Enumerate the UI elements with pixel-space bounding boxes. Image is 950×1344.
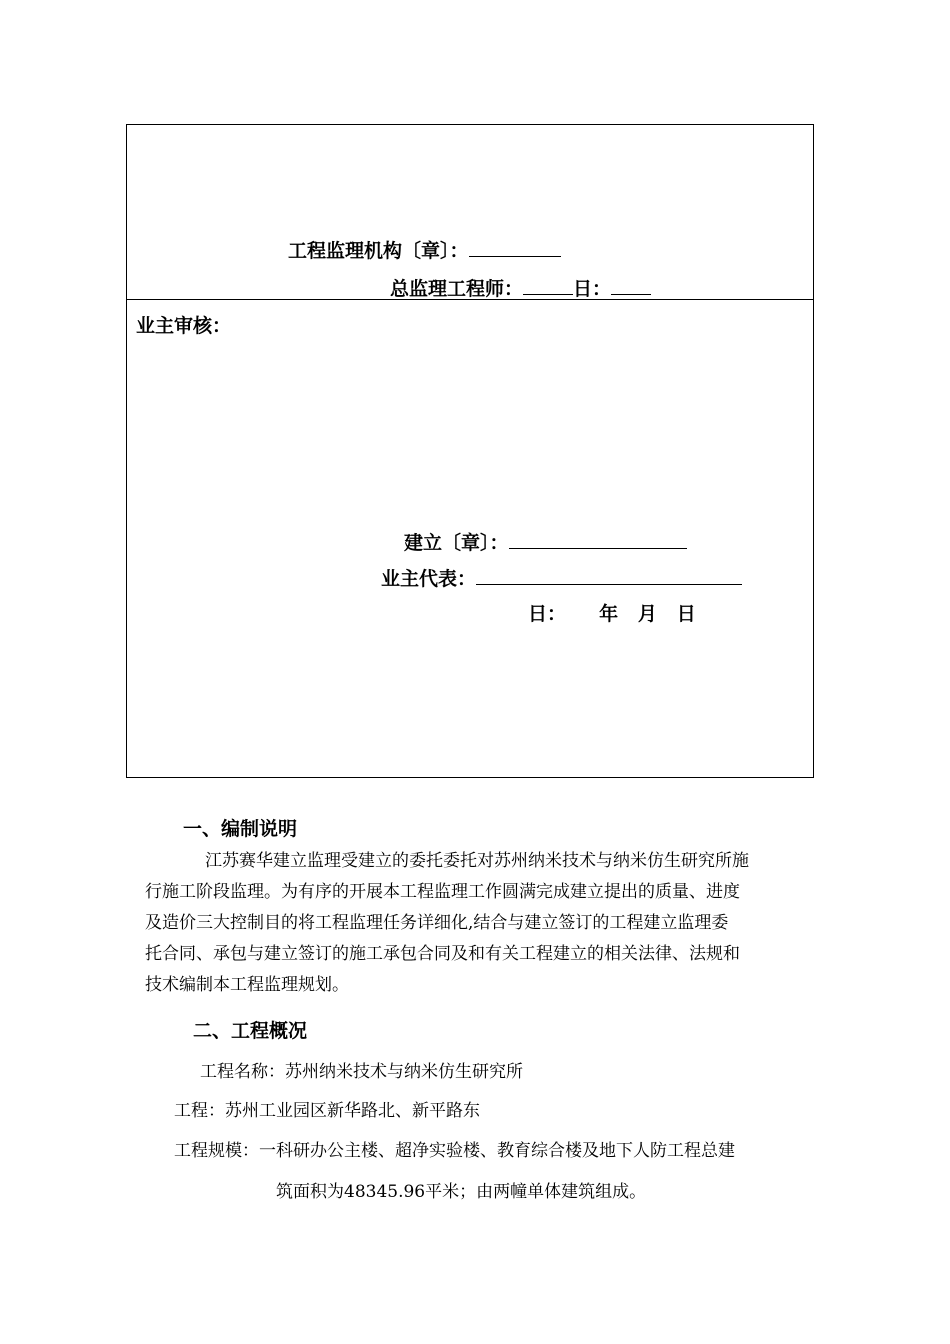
project-scale-line: 筑面积为48345.96平米；由两幢单体建筑组成。 bbox=[276, 1182, 647, 1202]
owner-review-label: 业主审核： bbox=[136, 315, 232, 337]
owner-representative-label: 业主代表： bbox=[381, 568, 477, 590]
chief-engineer-label: 总监理工程师： bbox=[390, 278, 524, 300]
section1-paragraph-line: 行施工阶段监理。为有序的开展本工程监理工作圆满完成建立提出的质量、进度 bbox=[145, 882, 740, 902]
chief-engineer-date-blank[interactable] bbox=[611, 276, 651, 295]
agency-seal-row bbox=[288, 238, 561, 263]
owner-seal-blank[interactable] bbox=[509, 530, 687, 549]
section1-heading: 一、编制说明 bbox=[183, 818, 298, 840]
owner-seal-row bbox=[404, 530, 687, 555]
chief-engineer-date-label: 日： bbox=[573, 278, 612, 300]
owner-representative-blank[interactable] bbox=[476, 566, 742, 585]
chief-engineer-row bbox=[390, 276, 651, 301]
agency-seal-label: 工程监理机构〔章〕： bbox=[288, 240, 469, 262]
project-location: 工程：苏州工业园区新华路北、新平路东 bbox=[174, 1101, 480, 1121]
section1-paragraph-line: 技术编制本工程监理规划。 bbox=[145, 975, 349, 995]
project-scale-line: 工程规模：一科研办公主楼、超净实验楼、教育综合楼及地下人防工程总建 bbox=[174, 1141, 735, 1161]
owner-representative-row bbox=[381, 566, 742, 591]
chief-engineer-blank[interactable] bbox=[523, 276, 573, 295]
agency-seal-blank[interactable] bbox=[469, 238, 561, 257]
approval-form-table bbox=[126, 124, 814, 778]
project-name: 工程名称：苏州纳米技术与纳米仿生研究所 bbox=[200, 1062, 523, 1082]
section2-heading: 二、工程概况 bbox=[193, 1020, 308, 1042]
owner-seal-label: 建立〔章〕： bbox=[404, 532, 509, 554]
owner-date-line: 日： 年 月 日 bbox=[528, 603, 696, 625]
section1-paragraph-line: 及造价三大控制目的将工程监理任务详细化,结合与建立签订的工程建立监理委 bbox=[145, 913, 729, 933]
section1-paragraph-line: 江苏赛华建立监理受建立的委托委托对苏州纳米技术与纳米仿生研究所施 bbox=[205, 851, 749, 871]
section1-paragraph-line: 托合同、承包与建立签订的施工承包合同及和有关工程建立的相关法律、法规和 bbox=[145, 944, 740, 964]
